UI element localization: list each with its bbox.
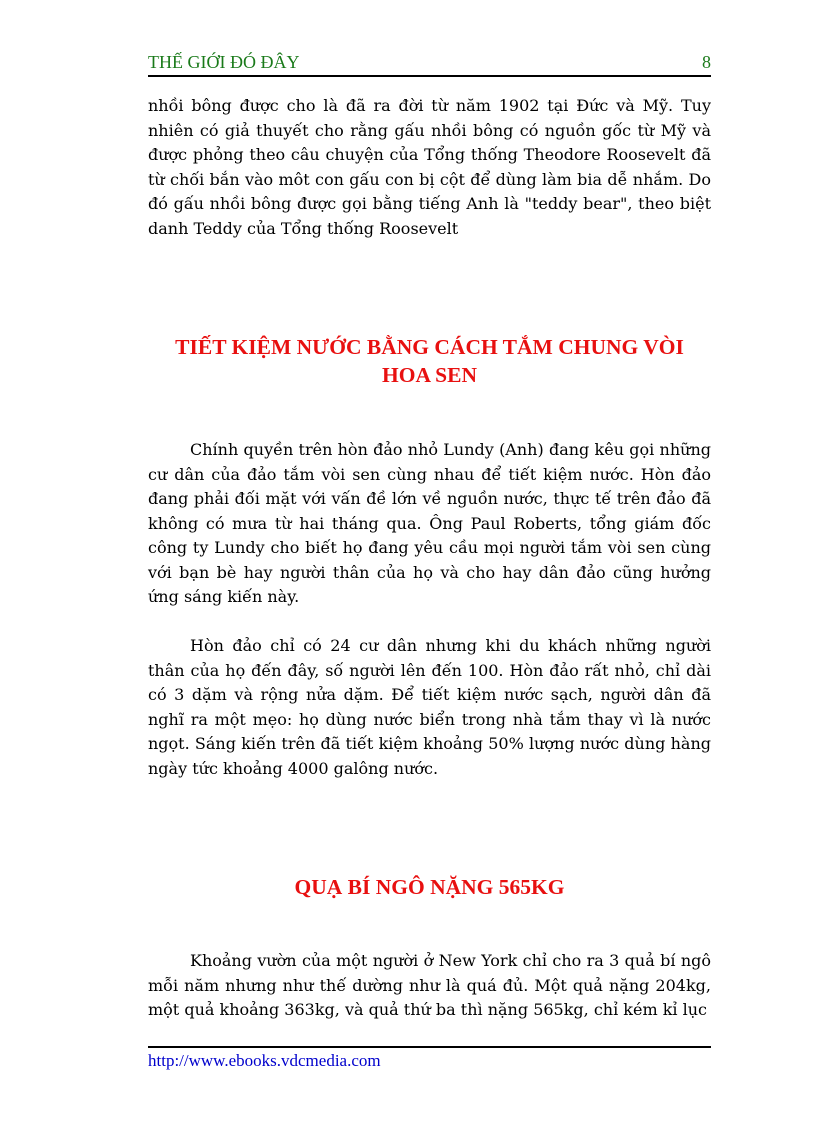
section2-paragraph1: Khoảng vườn của một người ở New York chỉ cho ra 3 quả bí ngô mỗi năm nhưng như thế dường như là quá đủ. Một quả nặng 204kg, một quả khoảng 363kg, và quả thứ ba thì nặng 565kg, chỉ kém kỉ lục: [148, 951, 711, 1019]
footer-divider: [148, 1046, 711, 1048]
section2-heading: QUẠ BÍ NGÔ NẶNG 565KG: [294, 875, 565, 899]
page-number: 8: [702, 52, 711, 72]
running-title: THẾ GIỚI ĐÓ ĐÂY: [148, 52, 300, 72]
section1-paragraph2: Hòn đảo chỉ có 24 cư dân nhưng khi du khách những người thân của họ đến đây, số người lên đến 100. Hòn đảo rất nhỏ, chỉ dài có 3 dặm và rộng nửa dặm. Để tiết kiệm nước sạch, người dân đã nghĩ ra một mẹo: họ dùng nước biển trong nhà tắm thay vì là nước ngọt. Sáng kiến trên đã tiết kiệm khoảng 50% lượng nước dùng hàng ngày tức khoảng 4000 galông nước.: [148, 636, 711, 778]
section1-heading: [148, 333, 711, 389]
header-divider: [148, 75, 711, 77]
section1-paragraph1: Chính quyền trên hòn đảo nhỏ Lundy (Anh) đang kêu gọi những cư dân của đảo tắm vòi sen cùng nhau để tiết kiệm nước. Hòn đảo đang phải đối mặt với vấn đề lớn về nguồn nước, thực tế trên đảo đã không có mưa từ hai tháng qua. Ông Paul Roberts, tổng giám đốc công ty Lundy cho biết họ đang yêu cầu mọi người tắm vòi sen cùng với bạn bè hay người thân của họ và cho hay dân đảo cũng hưởng ứng sáng kiến này.: [148, 440, 711, 606]
intro-paragraph: nhồi bông được cho là đã ra đời từ năm 1902 tại Đức và Mỹ. Tuy nhiên có giả thuyết cho rằng gấu nhồi bông có nguồn gốc từ Mỹ và được phỏng theo câu chuyện của Tổng thống Theodore Roosevelt đã từ chối bắn vào môt con gấu con bị cột để dùng làm bia dễ nhắm. Do đó gấu nhồi bông được gọi bằng tiếng Anh là "teddy bear", theo biệt danh Teddy của Tổng thống Roosevelt: [148, 96, 711, 238]
page-header: [148, 53, 711, 73]
section1-heading-line1: TIẾT KIỆM NƯỚC BẰNG CÁCH TẮM CHUNG VÒI: [175, 335, 684, 359]
section1-heading-line2: HOA SEN: [382, 363, 477, 387]
footer-url-link[interactable]: http://www.ebooks.vdcmedia.com: [148, 1051, 381, 1070]
